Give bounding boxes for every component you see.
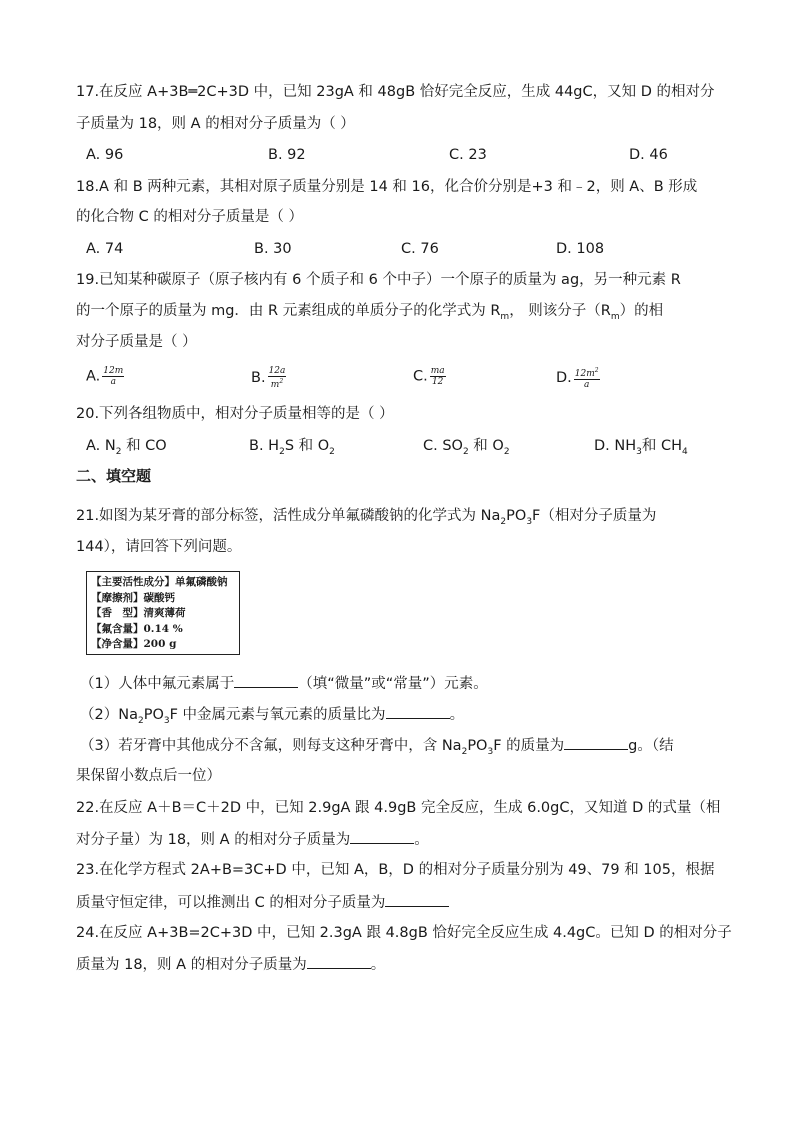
q18-line2: 的化合物 C 的相对分子质量是（ ） — [76, 209, 303, 225]
q17-option-a[interactable]: A. 96 — [86, 147, 124, 163]
label-line: 【氟含量】0.14 % — [91, 622, 183, 635]
q20-option-a[interactable]: A. $N_2$ 和 CO — [86, 438, 167, 457]
q19-line1: 19.已知某种碳原子（原子核内有 6 个质子和 6 个中子）一个原子的质量为 ag，另一种元素 R — [76, 272, 681, 288]
q17-line1: 17.在反应 A+3B═2C+3D 中，已知 23gA 和 48gB 恰好完全反应，生成 44gC，又知 D 的相对分 — [76, 84, 715, 100]
q24-line2: 质量为 18，则 A 的相对分子质量为 。 — [76, 954, 385, 975]
fraction: $\frac{12a}{m^2}$ — [268, 366, 286, 390]
q24-line1: 24.在反应 A+3B=2C+3D 中，已知 2.3gA 跟 4.8gB 恰好完全反应生成 4.4gC。已知 D 的相对分子 — [76, 925, 732, 941]
q21-line1: 21.如图为某牙膏的部分标签，活性成分单氟磷酸钠的化学式为 $Na_2PO_3F$（相对分子质量为 — [76, 508, 657, 527]
label-line: 【主要活性成分】单氟磷酸钠 — [91, 576, 228, 588]
q22-line1: 22.在反应 A＋B＝C＋2D 中，已知 2.9gA 跟 4.9gB 完全反应，生成 6.0gC，又知道 D 的式量（相 — [76, 800, 721, 816]
q19-line3: 对分子质量是（ ） — [76, 334, 197, 350]
q18-option-d[interactable]: D. 108 — [556, 241, 605, 257]
section-title: 二、填空题 — [76, 467, 152, 485]
q22-line2: 对分子量）为 18，则 A 的相对分子质量为 。 — [76, 829, 429, 850]
q18-options — [86, 239, 706, 263]
q20-option-d[interactable]: D. $NH_3$和 $CH_4$ — [594, 438, 688, 457]
label-line: 【摩擦剂】碳酸钙 — [91, 591, 175, 604]
q21-part3-cont: 果保留小数点后一位） — [76, 768, 221, 784]
q17-options — [86, 145, 706, 169]
label-line: 【香 型】清爽薄荷 — [91, 607, 186, 619]
q18-option-b[interactable]: B. 30 — [254, 241, 292, 257]
q18-line1: 18.A 和 B 两种元素，其相对原子质量分别是 14 和 16，化合价分别是+3 和﹣2，则 A、B 形成 — [76, 179, 698, 195]
fraction: $\frac{12m^2}{a}$ — [574, 367, 599, 390]
toothpaste-label — [86, 571, 240, 655]
answer-blank[interactable] — [385, 892, 449, 907]
q20-option-b[interactable]: B. $H_2S$ 和 $O_2$ — [249, 438, 335, 457]
q19-option-d[interactable]: D. $\frac{12m^2}{a}$ — [556, 367, 599, 390]
answer-blank[interactable] — [307, 954, 371, 969]
q20-option-c[interactable]: C. $SO_2$ 和 $O_2$ — [423, 438, 510, 457]
q19-line2: 的一个原子的质量为 mg．由 R 元素组成的单质分子的化学式为 $R_m$， 则该分子$(R_m)$的相 — [76, 303, 664, 322]
answer-blank[interactable] — [234, 673, 298, 688]
q19-option-b[interactable]: B. $\frac{12a}{m^2}$ — [251, 366, 286, 390]
q19-option-c[interactable]: C. $\frac{ma}{12}$ — [413, 366, 445, 387]
q19-option-a[interactable]: A. $\frac{12m}{a}$ — [86, 366, 124, 387]
label-line: 【净含量】200 g — [91, 638, 177, 650]
answer-blank[interactable] — [350, 829, 414, 844]
q21-part2: $(2)Na_2PO_3F$ 中金属元素与氧元素的质量比为 。 — [80, 704, 464, 731]
q17-line2: 子质量为 18，则 A 的相对分子质量为（ ） — [76, 116, 355, 132]
q21-part3: （3）若牙膏中其他成分不含氟，则每支这种牙膏中，含 $Na_2PO_3F$ 的质量为 g。（结 — [80, 735, 674, 762]
q19-options — [86, 366, 706, 390]
q23-line1: 23.在化学方程式 2A+B=3C+D 中，已知 A，B，D 的相对分子质量分别为 49、79 和 105，根据 — [76, 862, 715, 878]
answer-blank[interactable] — [386, 704, 450, 719]
fraction: $\frac{12m}{a}$ — [103, 366, 124, 387]
q20-line1: 20.下列各组物质中，相对分子质量相等的是（ ） — [76, 406, 394, 422]
q21-part1: （1）人体中氟元素属于 （填“微量”或“常量”）元素。 — [80, 673, 488, 694]
q23-line2: 质量守恒定律，可以推测出 C 的相对分子质量为 — [76, 892, 449, 913]
q17-option-b[interactable]: B. 92 — [268, 147, 306, 163]
q18-option-a[interactable]: A. 74 — [86, 241, 124, 257]
q17-option-c[interactable]: C. 23 — [449, 147, 487, 163]
q20-options — [86, 436, 706, 460]
q17-option-d[interactable]: D. 46 — [629, 147, 668, 163]
q21-line2: 144），请回答下列问题。 — [76, 539, 242, 555]
answer-blank[interactable] — [564, 735, 628, 750]
fraction: $\frac{ma}{12}$ — [430, 366, 445, 387]
q18-option-c[interactable]: C. 76 — [401, 241, 439, 257]
